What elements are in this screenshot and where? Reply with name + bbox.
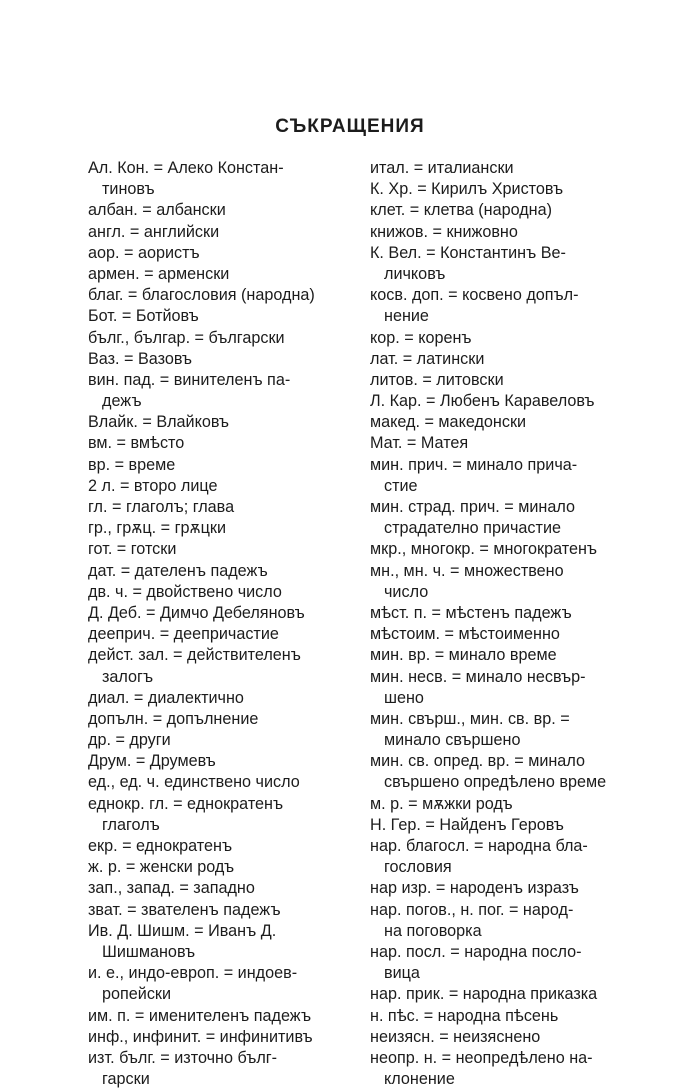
abbreviation-entry: дейст. зал. = действителенъ (88, 646, 301, 665)
abbreviation-continuation: клонение (384, 1070, 455, 1089)
abbreviation-continuation: на поговорка (384, 921, 482, 940)
abbreviation-entry: мин. св. опред. вр. = минало (370, 752, 585, 771)
abbreviation-entry: нар. погов., н. пог. = народ- (370, 900, 574, 919)
abbreviation-continuation: гарски (102, 1070, 150, 1089)
abbreviation-entry: К. Вел. = Константинъ Ве- (370, 243, 566, 262)
abbreviation-entry: вм. = вмѣсто (88, 434, 185, 453)
abbreviation-continuation: гословия (384, 858, 452, 877)
abbreviation-entry: нар. посл. = народна посло- (370, 942, 582, 961)
abbreviation-entry: К. Хр. = Кирилъ Христовъ (370, 180, 564, 199)
abbreviation-entry: Ал. Кон. = Алеко Констан- (88, 159, 284, 177)
abbreviation-continuation: свършено опредѣлено време (384, 773, 607, 792)
abbreviation-entry: нар. прик. = народна приказка (370, 985, 598, 1004)
abbreviation-entry: англ. = английски (88, 222, 220, 241)
abbreviation-continuation: Шишмановъ (102, 942, 196, 961)
abbreviation-entry: нар. благосл. = народна бла- (370, 837, 588, 855)
abbreviation-entry: албан. = албански (88, 201, 226, 220)
abbreviation-entry: неопр. н. = неопредѣлено на- (370, 1048, 593, 1067)
abbreviation-entry: инф., инфинит. = инфинитивъ (88, 1027, 313, 1046)
abbreviation-entry: лат. = латински (370, 349, 485, 368)
abbreviation-continuation: шено (384, 688, 424, 707)
abbreviation-entry: н. пѣс. = народна пѣсень (370, 1006, 559, 1025)
abbreviation-entry: мин. страд. прич. = минало (370, 498, 575, 516)
abbreviation-entry: армен. = арменски (88, 264, 230, 283)
abbreviation-entry: зват. = звателенъ падежъ (88, 900, 281, 919)
abbreviation-entry: гот. = готски (88, 540, 177, 559)
abbreviation-continuation: вица (384, 964, 420, 983)
abbreviation-entry: 2 л. = второ лице (88, 476, 218, 495)
abbreviation-entry: диал. = диалектично (88, 688, 244, 707)
abbreviation-entry: гл. = глаголъ; глава (88, 498, 235, 516)
abbreviation-entry: допълн. = допълнение (88, 709, 259, 728)
abbreviation-entry: ж. р. = женски родъ (88, 858, 235, 877)
abbreviation-entry: Мат. = Матея (370, 434, 469, 453)
abbreviation-entry: итал. = италиански (370, 159, 514, 177)
abbreviation-entry: им. п. = именителенъ падежъ (88, 1006, 312, 1025)
abbreviation-entry: литов. = литовски (370, 370, 504, 389)
abbreviation-entry: Д. Деб. = Димчо Дебеляновъ (88, 603, 305, 622)
abbreviation-entry: др. = други (88, 731, 171, 750)
abbreviation-continuation: глаголъ (102, 815, 160, 834)
abbreviation-continuation: нение (384, 307, 429, 326)
abbreviation-entry: дв. ч. = двойствено число (88, 582, 282, 601)
abbreviation-entry: нар изр. = народенъ изразъ (370, 879, 579, 898)
abbreviation-continuation: минало свършено (384, 731, 521, 750)
abbreviation-continuation: число (384, 582, 429, 601)
abbreviation-entry: вин. пад. = винителенъ па- (88, 370, 291, 389)
abbreviation-entry: мѣст. п. = мѣстенъ падежъ (370, 603, 572, 622)
abbreviation-entry: дат. = дателенъ падежъ (88, 561, 268, 580)
abbreviation-entry: и. е., индо-европ. = индоев- (88, 964, 298, 983)
abbreviation-entry: книжов. = книжовно (370, 222, 518, 241)
abbreviation-continuation: залогъ (102, 667, 154, 686)
abbreviation-entry: изт. бълг. = източно бълг- (88, 1048, 278, 1067)
abbreviation-entry: Бот. = Ботйовъ (88, 307, 199, 326)
abbreviation-entry: мн., мн. ч. = множествено (370, 561, 564, 580)
abbreviation-entry: зап., запад. = западно (88, 879, 255, 898)
abbreviation-entry: клет. = клетва (народна) (370, 201, 553, 220)
abbreviation-entry: мѣстоим. = мѣстоименно (370, 625, 560, 644)
abbreviation-continuation: дежъ (102, 392, 142, 411)
page-title: СЪКРАЩЕНИЯ (275, 116, 425, 137)
abbreviation-entry: мин. прич. = минало прича- (370, 455, 578, 474)
abbreviation-entry: Ив. Д. Шишм. = Иванъ Д. (88, 921, 277, 940)
abbreviation-entry: косв. доп. = косвено допъл- (370, 286, 579, 305)
abbreviation-entry: макед. = македонски (370, 413, 527, 432)
abbreviation-entry: Ваз. = Вазовъ (88, 349, 193, 368)
abbreviation-entry: мин. несв. = минало несвър- (370, 667, 586, 686)
abbreviation-entry: вр. = време (88, 455, 176, 474)
abbreviation-entry: дееприч. = деепричастие (88, 625, 279, 644)
abbreviation-entry: Н. Гер. = Найденъ Геровъ (370, 815, 564, 834)
abbreviation-entry: мкр., многокр. = многократенъ (370, 540, 598, 559)
abbreviation-continuation: тиновъ (102, 180, 155, 199)
abbreviation-continuation: стие (384, 476, 418, 495)
abbreviation-continuation: личковъ (384, 264, 446, 283)
abbreviation-entry: мин. свърш., мин. св. вр. = (370, 709, 570, 728)
abbreviation-entry: м. р. = мѫжки родъ (370, 794, 513, 813)
abbreviation-entry: Влайк. = Влайковъ (88, 413, 230, 432)
abbreviation-entry: екр. = еднократенъ (88, 837, 233, 855)
abbreviation-entry: неизясн. = неизяснено (370, 1027, 541, 1046)
abbreviations-column-left (88, 158, 358, 1090)
abbreviation-entry: кор. = коренъ (370, 328, 472, 347)
abbreviation-continuation: ропейски (102, 985, 172, 1004)
abbreviation-entry: аор. = аористъ (88, 243, 200, 262)
abbreviations-column-right (370, 158, 642, 1090)
abbreviation-entry: мин. вр. = минало време (370, 646, 557, 665)
abbreviation-entry: Л. Кар. = Любенъ Каравеловъ (370, 392, 595, 411)
abbreviation-entry: еднокр. гл. = еднократенъ (88, 794, 284, 813)
abbreviation-entry: ед., ед. ч. единствено число (88, 773, 300, 792)
abbreviation-entry: гр., грѫц. = грѫцки (88, 519, 227, 538)
abbreviation-continuation: страдателно причастие (384, 519, 561, 538)
abbreviation-entry: Друм. = Друмевъ (88, 752, 216, 771)
abbreviation-entry: благ. = благословия (народна) (88, 286, 315, 305)
abbreviation-entry: бълг., българ. = български (88, 328, 285, 347)
